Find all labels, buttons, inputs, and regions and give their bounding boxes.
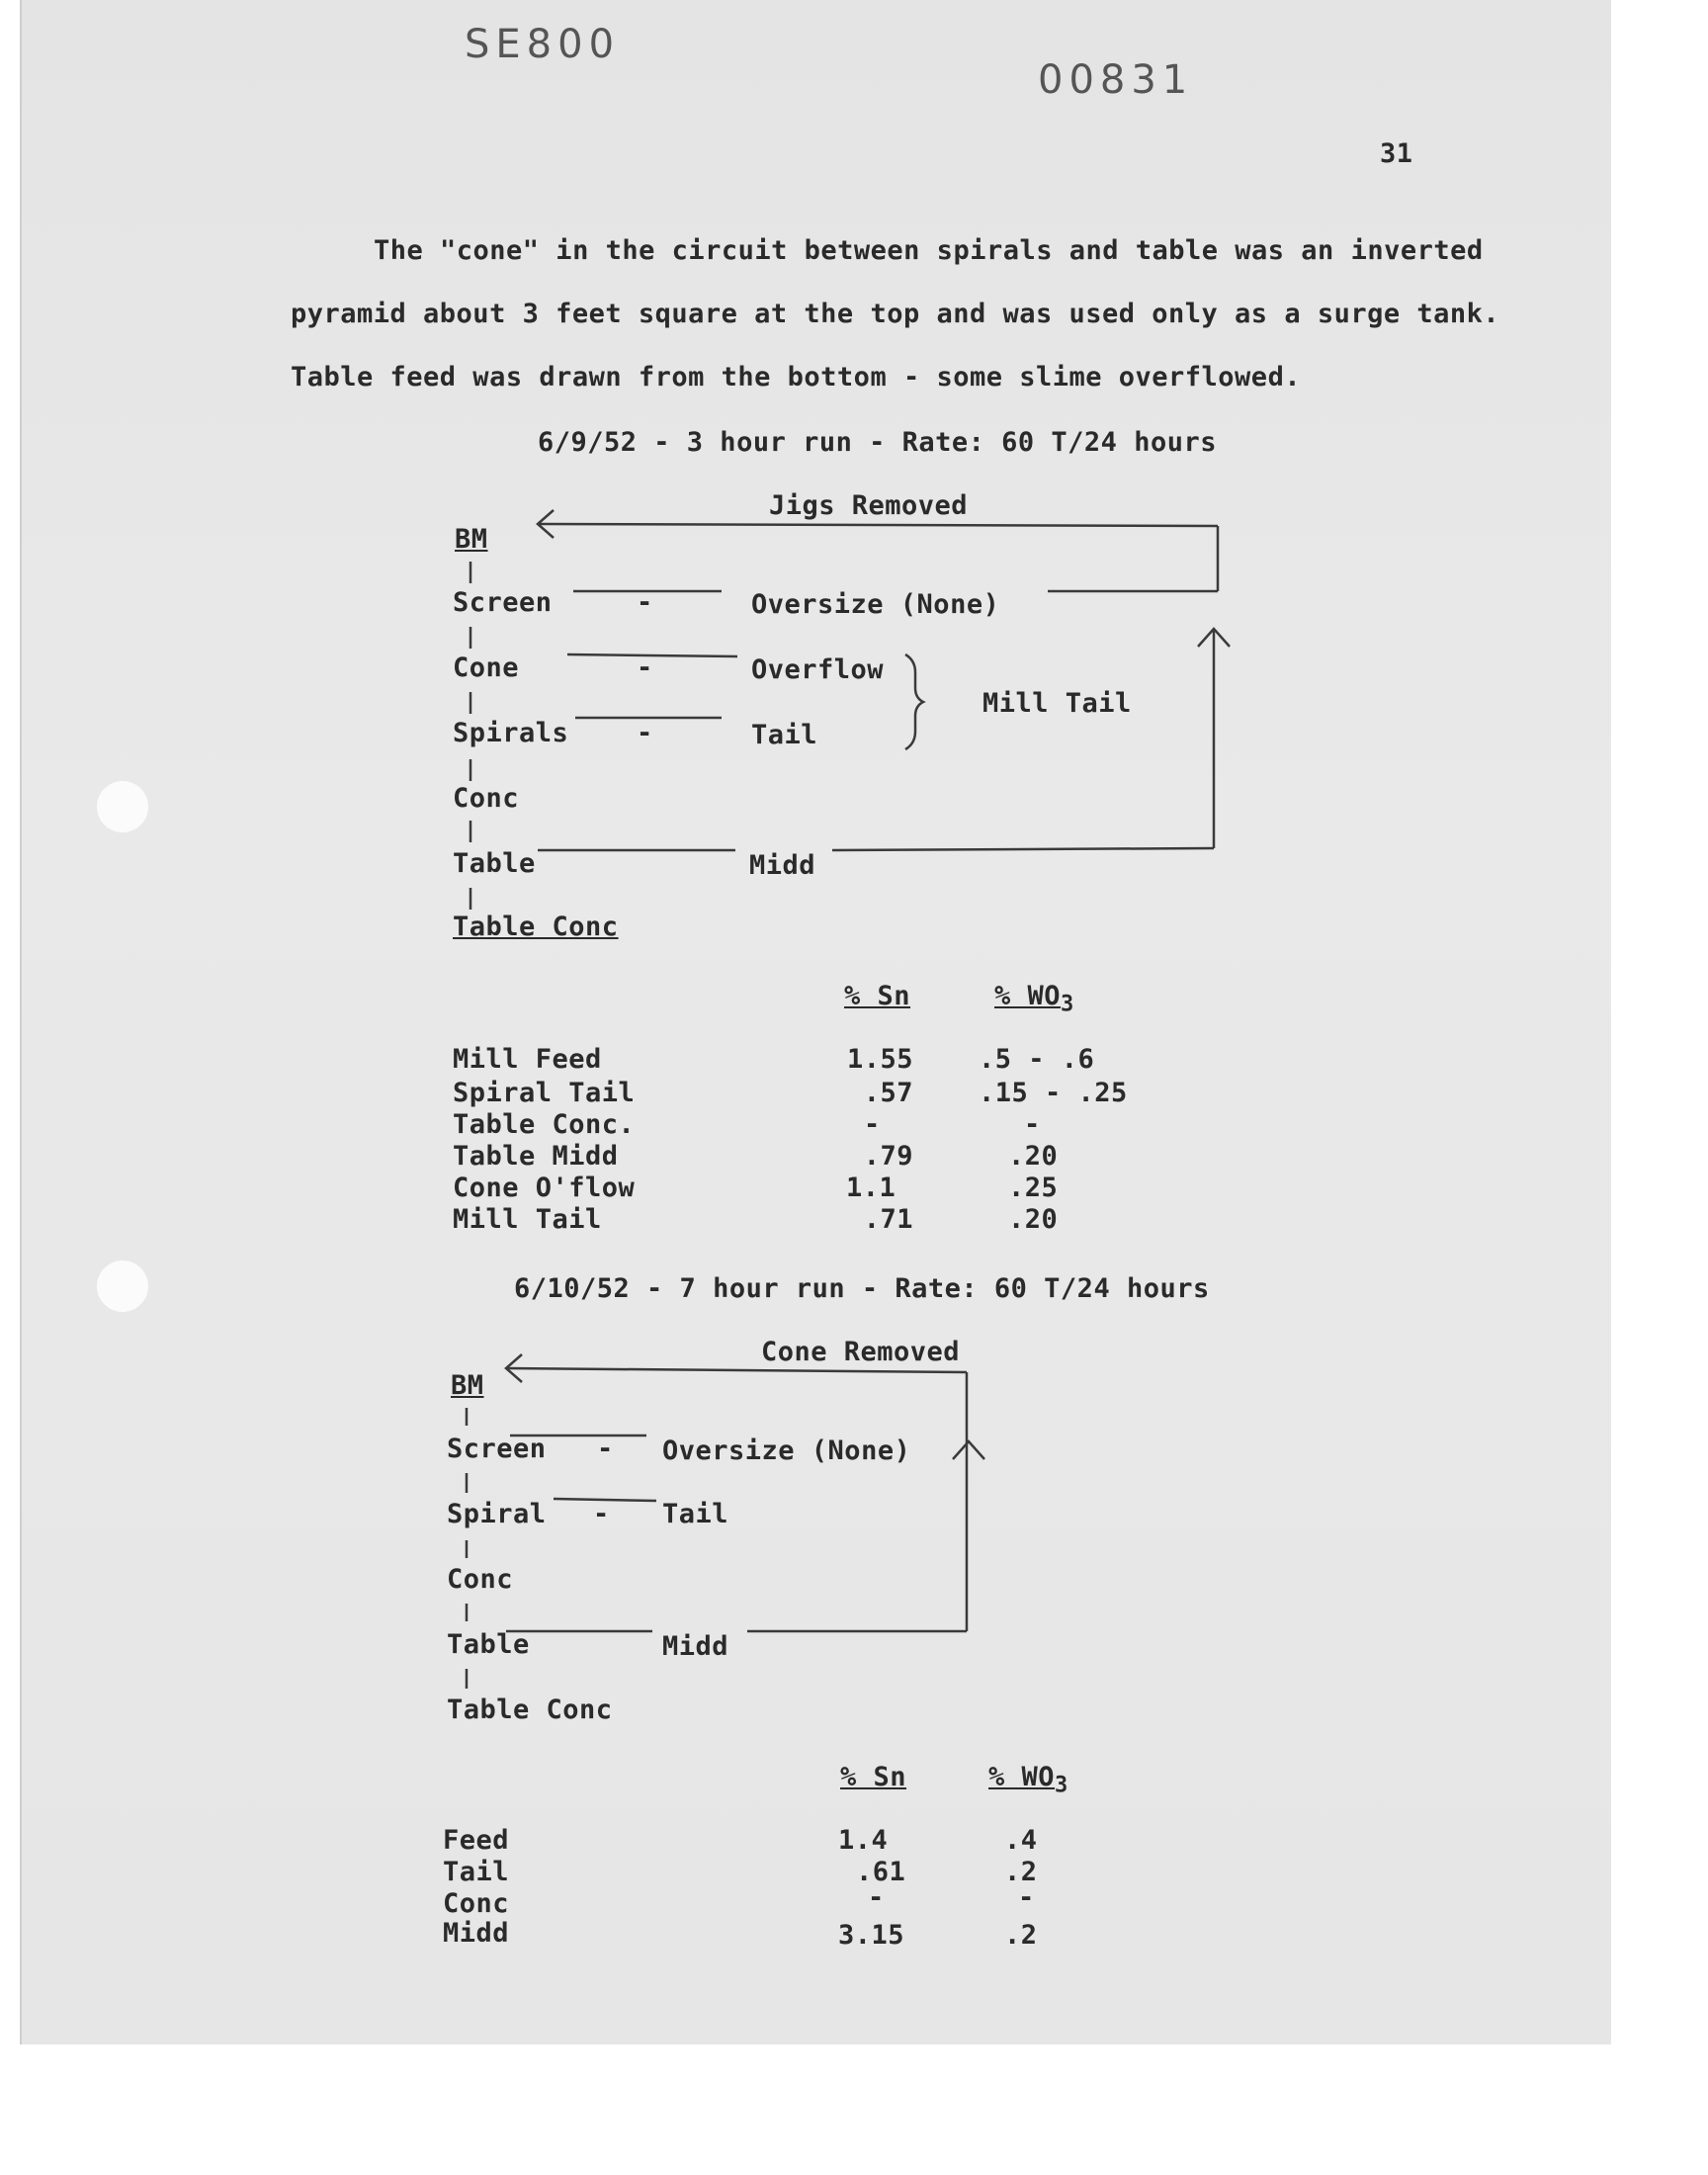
run2-row-label: Midd xyxy=(443,1918,510,1949)
run1-row-wo3: .5 - .6 xyxy=(979,1044,1095,1075)
run1-col-sn: % Sn xyxy=(844,981,911,1011)
run1-table-out: Midd xyxy=(749,850,816,881)
run2-screen-out: Oversize (None) xyxy=(662,1436,911,1466)
run1-row-label: Mill Tail xyxy=(453,1204,602,1235)
run2-row-wo3: .4 xyxy=(1004,1825,1038,1856)
run1-row-label: Spiral Tail xyxy=(453,1078,636,1108)
run2-row-wo3: - xyxy=(1018,1882,1035,1913)
run1-spirals-out: Tail xyxy=(751,720,818,750)
stamp-upper-left: SE800 xyxy=(465,22,621,67)
stamp-upper-right: 00831 xyxy=(1038,57,1194,103)
run1-row-wo3: .15 - .25 xyxy=(979,1078,1128,1108)
run2-spiral-out: Tail xyxy=(662,1499,729,1529)
run2-screen-dash: - xyxy=(597,1434,614,1464)
run1-row-sn: .79 xyxy=(863,1141,913,1172)
run2-row-sn: 1.4 xyxy=(838,1825,889,1856)
run2-table: Table xyxy=(447,1629,530,1660)
run1-screen-dash: - xyxy=(637,587,653,618)
run1-screen: Screen xyxy=(453,587,553,618)
run2-bm: BM xyxy=(451,1370,484,1401)
run1-spirals: Spirals xyxy=(453,718,569,748)
run1-return-label: Jigs Removed xyxy=(769,490,969,521)
run1-row-wo3: .20 xyxy=(1008,1204,1059,1235)
run1-row-label: Table Midd xyxy=(453,1141,619,1172)
run1-cone-out: Overflow xyxy=(751,654,885,685)
run2-screen: Screen xyxy=(447,1434,547,1464)
run1-row-sn: - xyxy=(864,1109,881,1140)
run1-table-conc: Table Conc xyxy=(453,912,619,942)
run1-screen-out: Oversize (None) xyxy=(751,589,1000,620)
run1-row-sn: 1.1 xyxy=(846,1173,897,1203)
run1-row-label: Table Conc. xyxy=(453,1109,636,1140)
run2-col-wo3: % $WO_3$ xyxy=(988,1762,1068,1798)
run1-row-wo3: .20 xyxy=(1008,1141,1059,1172)
run2-table-conc: Table Conc xyxy=(447,1695,613,1725)
run2-return-label: Cone Removed xyxy=(761,1337,961,1367)
intro-line: Table feed was drawn from the bottom - some slime overflowed. xyxy=(291,362,1302,392)
run1-row-sn: .57 xyxy=(863,1078,913,1108)
run1-col-wo3: % $WO_3$ xyxy=(994,981,1074,1017)
run2-row-label: Feed xyxy=(443,1825,510,1856)
run2-row-sn: .61 xyxy=(856,1857,906,1887)
run2-col-sn: % Sn xyxy=(840,1762,907,1792)
run2-table-out: Midd xyxy=(662,1631,729,1662)
run2-row-wo3: .2 xyxy=(1004,1920,1038,1951)
run2-row-sn: - xyxy=(868,1882,885,1913)
run1-cone-dash: - xyxy=(637,652,653,683)
run1-cone: Cone xyxy=(453,652,520,683)
run2-conc: Conc xyxy=(447,1564,514,1595)
run1-bm: BM xyxy=(455,524,488,555)
page-number: 31 xyxy=(1380,138,1413,169)
run1-mill-tail: Mill Tail xyxy=(982,688,1132,719)
run2-row-label: Tail xyxy=(443,1857,510,1887)
run2-row-label: Conc xyxy=(443,1888,510,1919)
run2-spiral-dash: - xyxy=(593,1499,610,1529)
intro-line: pyramid about 3 feet square at the top and was used only as a surge tank. xyxy=(291,299,1500,329)
run1-row-wo3: .25 xyxy=(1008,1173,1059,1203)
run1-row-wo3: - xyxy=(1024,1109,1041,1140)
run1-conc: Conc xyxy=(453,783,520,814)
run1-spirals-dash: - xyxy=(637,718,653,748)
run2-row-wo3: .2 xyxy=(1004,1857,1038,1887)
run1-table: Table xyxy=(453,848,536,879)
run2-heading: 6/10/52 - 7 hour run - Rate: 60 T/24 hours xyxy=(514,1273,1210,1304)
run2-row-sn: 3.15 xyxy=(838,1920,905,1951)
run1-row-label: Mill Feed xyxy=(453,1044,602,1075)
run1-row-label: Cone O'flow xyxy=(453,1173,636,1203)
run1-row-sn: .71 xyxy=(863,1204,913,1235)
run2-spiral: Spiral xyxy=(447,1499,547,1529)
run1-row-sn: 1.55 xyxy=(846,1044,913,1075)
run1-heading: 6/9/52 - 3 hour run - Rate: 60 T/24 hours xyxy=(538,427,1217,458)
intro-line: The "cone" in the circuit between spirals and table was an inverted xyxy=(374,235,1484,266)
